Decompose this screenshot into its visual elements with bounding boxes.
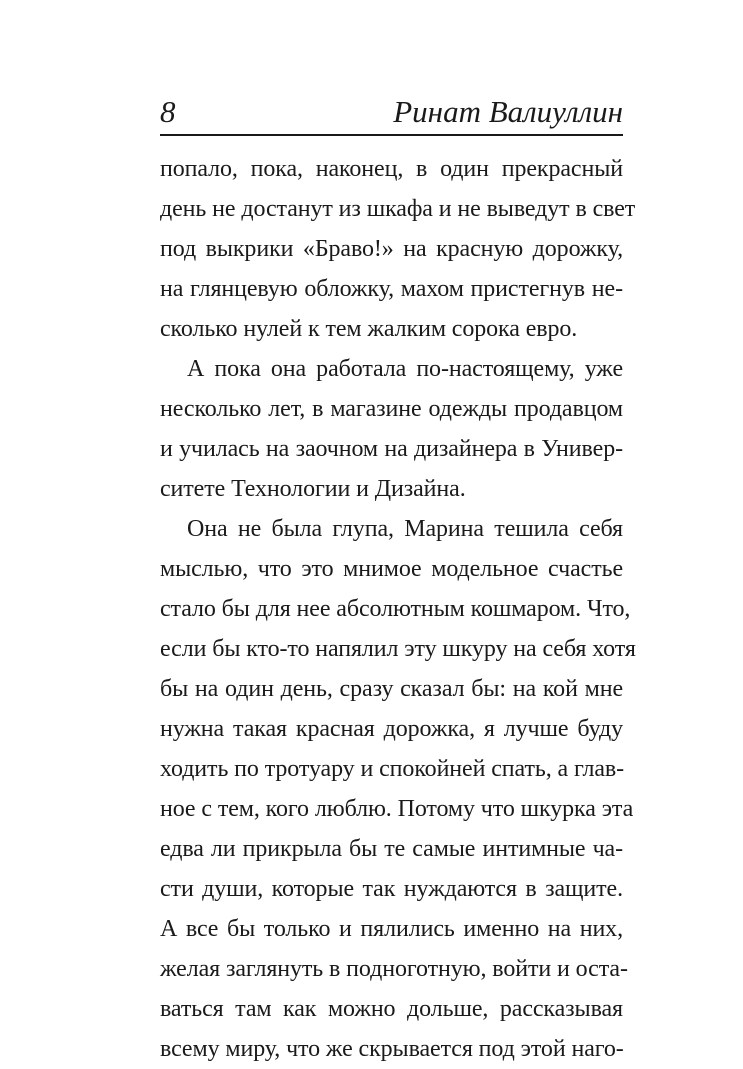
text-line: А все бы только и пялились именно на них,	[160, 916, 623, 942]
text-line: ваться там как можно дольше, рассказывая	[160, 996, 623, 1022]
text-line: ное с тем, кого люблю. Потому что шкурка эта	[160, 796, 634, 822]
text-line: на глянцевую обложку, махом пристегнув не-	[160, 276, 623, 302]
page-header	[160, 92, 623, 136]
paragraph-first-line: А пока она работала по-настоящему, уже	[187, 356, 623, 382]
running-head-author: Ринат Валиуллин	[393, 94, 623, 129]
text-line: нужна такая красная дорожка, я лучше буду	[160, 716, 623, 742]
body-text	[160, 149, 636, 1069]
text-line: и училась на заочном на дизайнера в Универ-	[160, 436, 623, 462]
text-line: день не достанут из шкафа и не выведут в свет	[160, 196, 636, 222]
text-line: попало, пока, наконец, в один прекрасный	[160, 156, 623, 182]
text-line: всему миру, что же скрывается под этой наго-	[160, 1036, 624, 1062]
paragraph-first-line: Она не была глупа, Марина тешила себя	[187, 516, 623, 542]
text-line: стало бы для нее абсолютным кошмаром. Что,	[160, 596, 631, 622]
text-line: несколько лет, в магазине одежды продавцом	[160, 396, 623, 422]
text-line: едва ли прикрыла бы те самые интимные ча-	[160, 836, 623, 862]
text-line: под выкрики «Браво!» на красную дорожку,	[160, 236, 623, 262]
header-rule	[160, 134, 623, 136]
text-line: если бы кто-то напялил эту шкуру на себя хотя	[160, 636, 636, 662]
text-line: мыслью, что это мнимое модельное счастье	[160, 556, 623, 582]
text-line: желая заглянуть в подноготную, войти и оста-	[160, 956, 628, 982]
text-line: ходить по тротуару и спокойней спать, а глав-	[160, 756, 625, 782]
text-line: сти души, которые так нуждаются в защите.	[160, 876, 623, 902]
text-line: бы на один день, сразу сказал бы: на кой мне	[160, 676, 623, 702]
text-line: ситете Технологии и Дизайна.	[160, 476, 466, 502]
text-line: сколько нулей к тем жалким сорока евро.	[160, 316, 578, 342]
page-number: 8	[160, 94, 176, 129]
